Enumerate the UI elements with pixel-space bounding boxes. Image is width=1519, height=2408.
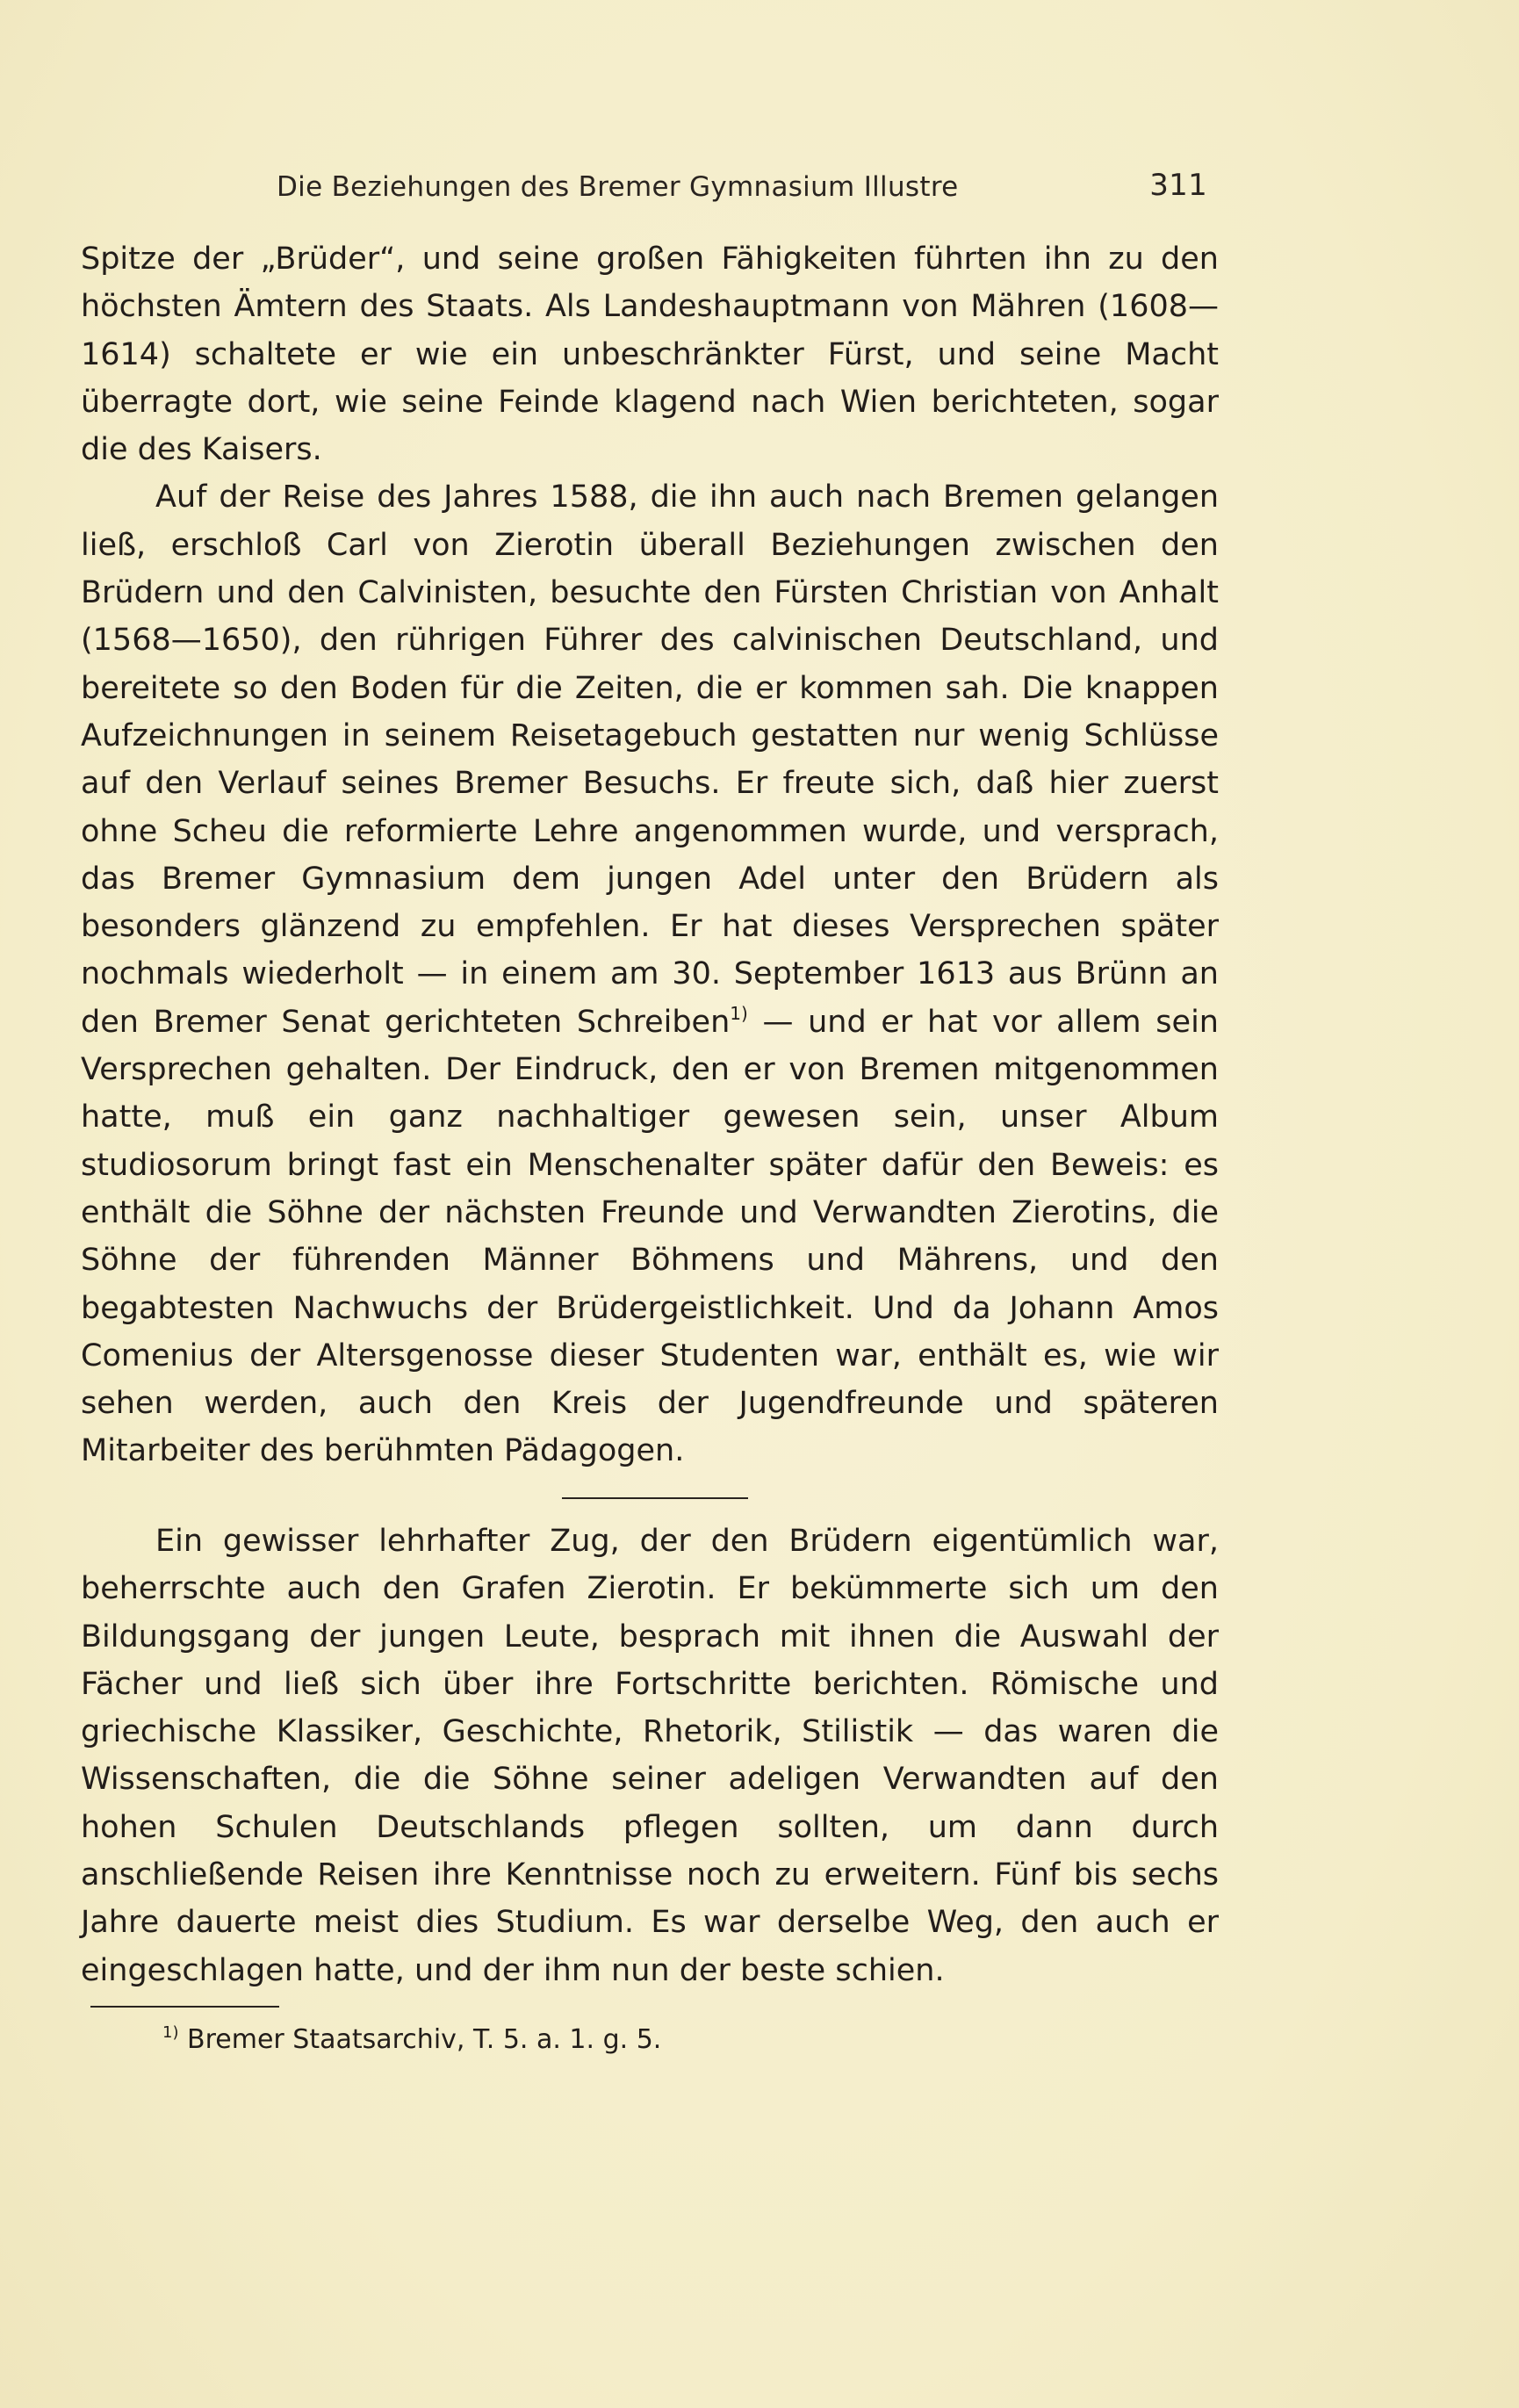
body-text-upper	[81, 235, 1219, 1475]
paragraph-text-continued: — und er hat vor allem sein Versprechen gehalten. Der Eindruck, den er von Bremen mitgenommen hatte, muß ein ganz nachhaltiger gewesen sein, unser Album studiosorum bringt fast ein Menschenalter später dafür den Beweis: es enthält die Söhne der nächsten Freunde und Verwandten Zierotins, die Söhne der führenden Männer Böhmens und Mährens, und den begabtesten Nachwuchs der Brüdergeistlichkeit. Und da Johann Amos Comenius der Altersgenosse dieser Studenten war, enthält es, wie wir sehen werden, auch den Kreis der Jugendfreunde und späteren Mitarbeiter des berühmten Pädagogen.	[81, 1004, 1219, 1469]
paragraph-continuation: Spitze der „Brüder“, und seine großen Fähigkeiten führten ihn zu den höchsten Ämtern des Staats. Als Landeshauptmann von Mähren (1608—1614) schaltete er wie ein unbeschränkter Fürst, und seine Macht überragte dort, wie seine Feinde klagend nach Wien berichteten, sogar die des Kaisers.	[81, 242, 1219, 468]
body-text-lower	[81, 1518, 1219, 1994]
footnote-rule	[90, 2006, 279, 2008]
paragraph-zierotin-journey	[81, 473, 1219, 1474]
running-title: Die Beziehungen des Bremer Gymnasium Illustre	[277, 171, 959, 203]
footnote-reference: 1)	[730, 1002, 748, 1024]
section-divider	[562, 1497, 748, 1499]
paragraph-text: Auf der Reise des Jahres 1588, die ihn auch nach Bremen gelangen ließ, erschloß Carl von Zierotin überall Beziehungen zwischen den Brüdern und den Calvinisten, besuchte den Fürsten Christian von Anhalt (1568—1650), den rührigen Führer des calvinischen Deutschland, und bereitete so den Boden für die Zeiten, die er kommen sah. Die knappen Aufzeichnungen in seinem Reisetagebuch gestatten nur wenig Schlüsse auf den Verlauf seines Bremer Besuchs. Er freute sich, daß hier zuerst ohne Scheu die reformierte Lehre angenommen wurde, und versprach, das Bremer Gymnasium dem jungen Adel unter den Brüdern als besonders glänzend zu empfehlen. Er hat dieses Versprechen später nochmals wiederholt — in einem am 30. September 1613 aus Brünn an den Bremer Senat gerichteten Schreiben	[81, 479, 1219, 1040]
footnote	[162, 2024, 661, 2055]
footnote-marker: 1)	[162, 2023, 179, 2042]
page-number: 311	[1149, 168, 1207, 203]
footnote-text: Bremer Staatsarchiv, T. 5. a. 1. g. 5.	[178, 2024, 662, 2055]
paragraph-didactic-trait: Ein gewisser lehrhafter Zug, der den Brüdern eigentümlich war, beherrschte auch den Grafen Zierotin. Er bekümmerte sich um den Bildungsgang der jungen Leute, besprach mit ihnen die Auswahl der Fächer und ließ sich über ihre Fortschritte berichten. Römische und griechische Klassiker, Geschichte, Rhetorik, Stilistik — das waren die Wissenschaften, die die Söhne seiner adeligen Verwandten auf den hohen Schulen Deutschlands pflegen sollten, um dann durch anschließende Reisen ihre Kenntnisse noch zu erweitern. Fünf bis sechs Jahre dauerte meist dies Studium. Es war derselbe Weg, den auch er eingeschlagen hatte, und der ihm nun der beste schien.	[81, 1524, 1219, 1988]
